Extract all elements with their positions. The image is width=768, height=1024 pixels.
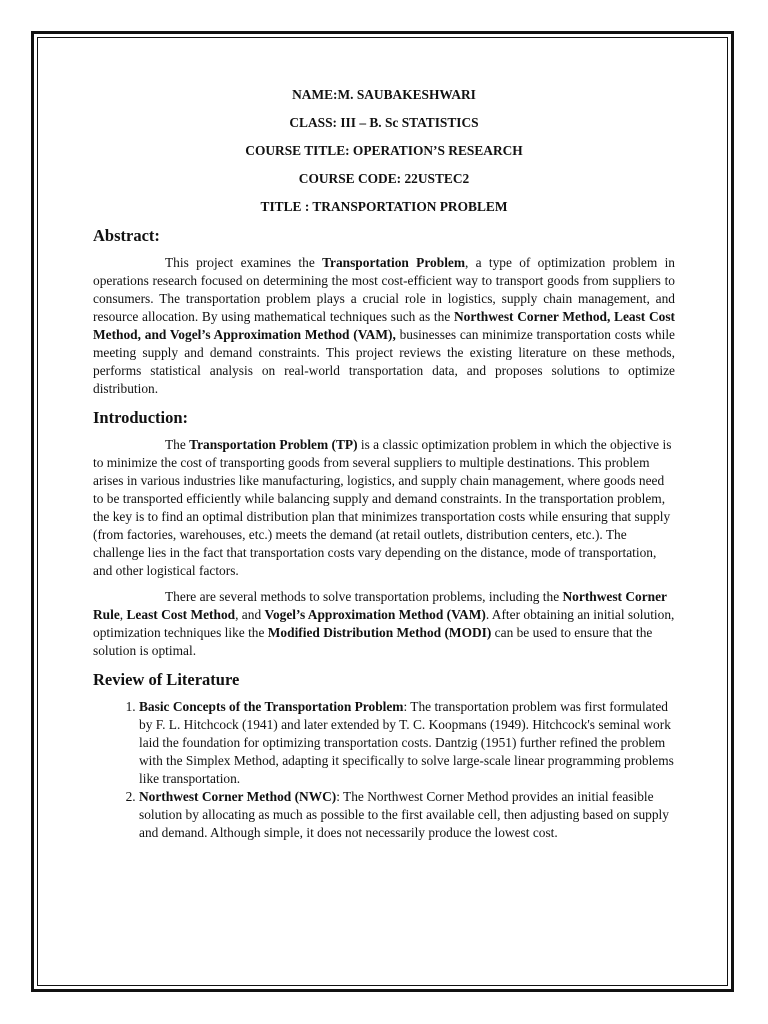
introduction-heading: Introduction: (93, 408, 189, 427)
abstract-text-3: businesses can minimize transportation costs while meeting supply and demand constraints. This project reviews the existing literature on these methods, performs statistical analysis on real-world transportation data, and proposes solutions to optimize distribution. (93, 327, 675, 396)
intro-p1-bold-1: Transportation Problem (TP) (189, 437, 358, 452)
student-class: CLASS: III – B. Sc STATISTICS (289, 115, 479, 130)
intro-p2-bold-1: Northwest Corner Rule (93, 589, 667, 622)
project-title: TITLE : TRANSPORTATION PROBLEM (260, 199, 508, 214)
introduction-paragraph-2 (93, 588, 675, 660)
intro-p1-text-2: is a classic optimization problem in which the objective is to minimize the cost of transporting goods from several suppliers to multiple destinations. This problem arises in various industries like manufacturing, logistics, and supply chain management, where goods need to be transported efficiently while balancing supply and demand constraints. In the transportation problem, the key is to find an optimal distribution plan that minimizes transportation costs while ensuring that supply (from factories, warehouses, etc.) meets the demand (at retail outlets, distribution centers, etc.). The challenge lies in the fact that transportation costs vary depending on the distance, mode of transportation, and other logistical factors. (93, 437, 672, 578)
intro-p2-text-3: , and (235, 607, 265, 622)
intro-p2-text-4: . After obtaining an initial solution, optimization techniques like the (93, 607, 675, 640)
intro-p2-bold-3: Vogel’s Approximation Method (VAM) (264, 607, 486, 622)
abstract-text-1: This project examines the (165, 255, 323, 270)
review-heading: Review of Literature (93, 670, 240, 689)
intro-p2-bold-4: Modified Distribution Method (MODI) (267, 625, 492, 640)
intro-p1-text-1: The (165, 437, 190, 452)
review-item-text: : The transportation problem was first formulated by F. L. Hitchcock (1941) and later extended by T. C. Koopmans (1949). Hitchcock's seminal work laid the foundation for optimizing transportation costs. Dantzig (1951) further refined the problem with the Simplex Method, adapting it specifically to solve large-scale linear programming problems like transportation. (139, 699, 674, 786)
list-item (139, 788, 675, 842)
abstract-bold-2: Northwest Corner Method, Least Cost Method, and Vogel’s Approximation Method (VAM), (93, 309, 676, 342)
abstract-text-2: , a type of optimization problem in operations research focused on determining the most cost-efficient way to transport goods from suppliers to consumers. The transportation problem plays a crucial role in logistics, supply chain management, and resource allocation. By using mathematical techniques such as the (93, 255, 675, 324)
abstract-heading: Abstract: (93, 226, 160, 245)
abstract-paragraph (93, 254, 675, 398)
list-item (139, 698, 675, 788)
abstract-bold-1: Transportation Problem (322, 255, 466, 270)
intro-p2-text-1: There are several methods to solve transportation problems, including the (165, 589, 563, 604)
course-code: COURSE CODE: 22USTEC2 (298, 171, 470, 186)
intro-p2-bold-2: Least Cost Method (126, 607, 236, 622)
document-body (93, 86, 675, 842)
introduction-paragraph-1 (93, 436, 675, 580)
course-title: COURSE TITLE: OPERATION’S RESEARCH (245, 143, 523, 158)
student-name: NAME:M. SAUBAKESHWARI (292, 87, 476, 102)
review-item-text: : The Northwest Corner Method provides an initial feasible solution by allocating as much as possible to the first available cell, then adjusting based on supply and demand. Although simple, it does not necessarily produce the lowest cost. (139, 789, 669, 840)
review-item-title: Basic Concepts of the Transportation Problem (139, 699, 404, 714)
intro-p2-text-5: can be used to ensure that the solution is optimal. (93, 625, 653, 658)
review-list (93, 698, 675, 842)
review-item-title: Northwest Corner Method (NWC) (139, 789, 337, 804)
intro-p2-text-2: , (119, 607, 127, 622)
